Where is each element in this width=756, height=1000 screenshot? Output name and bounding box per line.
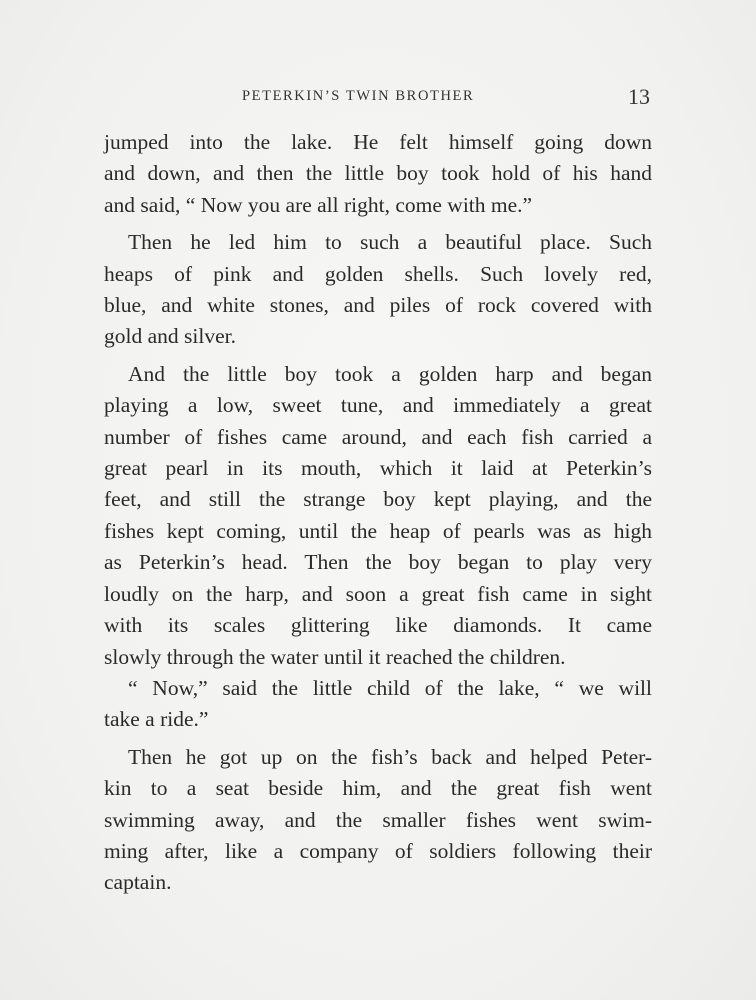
running-title: PETERKIN’S TWIN BROTHER: [242, 88, 475, 104]
text-line: Then he got up on the fish’s back and helped Peter-: [128, 744, 652, 769]
text-line: as Peterkin’s head. Then the boy began to play very: [104, 550, 652, 575]
text-line: and said, “ Now you are all right, come with me.”: [104, 192, 533, 217]
body-text: [104, 127, 652, 899]
text-line: swimming away, and the smaller fishes went swim-: [104, 807, 652, 832]
text-line: heaps of pink and golden shells. Such lovely red,: [104, 261, 652, 286]
text-line: captain.: [104, 870, 172, 895]
text-line: great pearl in its mouth, which it laid at Peterkin’s: [104, 456, 652, 481]
text-line: with its scales glittering like diamonds. It came: [104, 613, 652, 638]
text-line: “ Now,” said the little child of the lake, “ we will: [128, 675, 652, 700]
paragraph: [104, 127, 652, 221]
text-line: Then he led him to such a beautiful place. Such: [128, 230, 652, 255]
text-line: ming after, like a company of soldiers following their: [104, 838, 652, 863]
text-line: playing a low, sweet tune, and immediately a great: [104, 393, 652, 418]
paragraph: [104, 673, 652, 736]
page-number: 13: [628, 84, 650, 109]
text-line: number of fishes came around, and each fish carried a: [104, 424, 652, 449]
paragraph: [104, 227, 652, 353]
paragraph: [104, 742, 652, 899]
text-line: feet, and still the strange boy kept playing, and the: [104, 487, 652, 512]
text-line: And the little boy took a golden harp and began: [128, 361, 652, 386]
text-line: slowly through the water until it reached the children.: [104, 644, 566, 669]
text-line: kin to a seat beside him, and the great fish went: [104, 776, 652, 801]
text-line: loudly on the harp, and soon a great fish came in sight: [104, 581, 652, 606]
text-line: and down, and then the little boy took hold of his hand: [104, 161, 652, 186]
text-line: fishes kept coming, until the heap of pearls was as high: [104, 518, 652, 543]
paragraph: [104, 359, 652, 673]
running-head: [104, 84, 652, 112]
text-line: take a ride.”: [104, 707, 209, 732]
text-line: blue, and white stones, and piles of rock covered with: [104, 293, 652, 318]
text-line: jumped into the lake. He felt himself going down: [104, 130, 652, 154]
text-line: gold and silver.: [104, 324, 236, 349]
